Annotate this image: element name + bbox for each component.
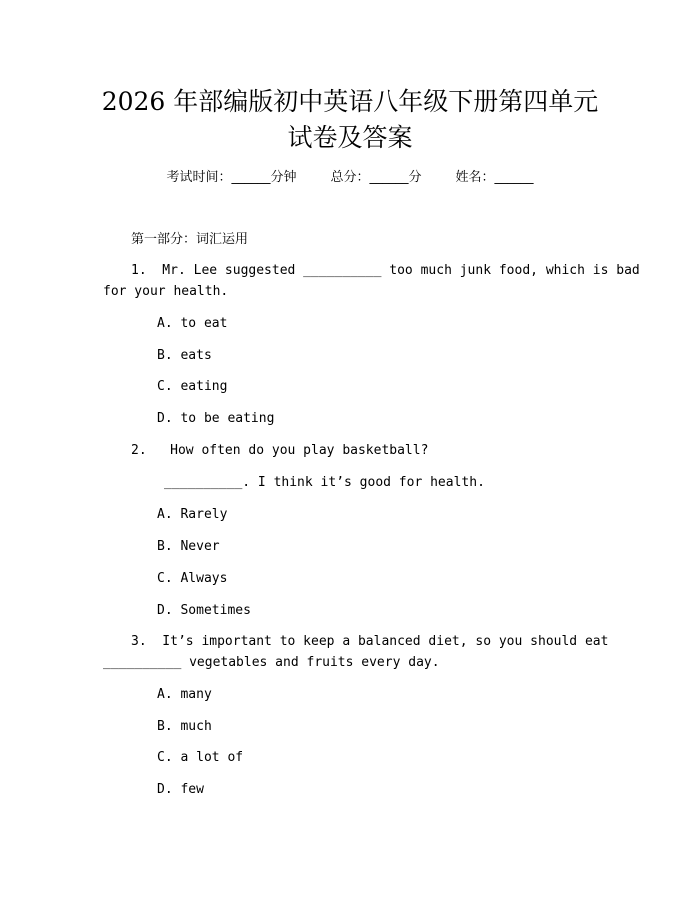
question-1-stem-continued: for your health. xyxy=(103,284,229,299)
question-1-option-b: B. eats xyxy=(157,348,212,363)
question-1-option-d: D. to be eating xyxy=(157,411,275,426)
question-3-stem-continued: __________ vegetables and fruits every day. xyxy=(103,655,440,670)
document-title xyxy=(60,84,640,156)
question-2-option-b: B. Never xyxy=(157,539,220,554)
question-3-option-c: C. a lot of xyxy=(157,750,244,765)
title-line-1: 2026 年部编版初中英语八年级下册第四单元 xyxy=(101,87,599,116)
question-1-option-a: A. to eat xyxy=(157,316,228,331)
question-2-stem-continued: __________. I think it’s good for health. xyxy=(164,475,485,490)
question-3-option-d: D. few xyxy=(157,782,204,797)
exam-time: 考试时间：______分钟 xyxy=(166,170,297,185)
question-2-option-a: A. Rarely xyxy=(157,507,228,522)
section-heading: 第一部分：词汇运用 xyxy=(131,232,249,247)
question-2-option-c: C. Always xyxy=(157,571,228,586)
question-1-stem: 1. Mr. Lee suggested __________ too much junk food, which is bad xyxy=(131,263,640,278)
question-3-option-a: A. many xyxy=(157,687,212,702)
exam-meta xyxy=(0,168,700,188)
exam-total-score: 总分：______分 xyxy=(330,170,422,185)
title-line-2: 试卷及答案 xyxy=(287,123,413,152)
question-3-option-b: B. much xyxy=(157,719,212,734)
question-2-option-d: D. Sometimes xyxy=(157,603,251,618)
question-2-stem: 2. How often do you play basketball? xyxy=(131,443,429,458)
question-1-option-c: C. eating xyxy=(157,379,228,394)
student-name: 姓名：______ xyxy=(455,170,534,185)
question-3-stem: 3. It’s important to keep a balanced diet, so you should eat xyxy=(131,634,609,649)
